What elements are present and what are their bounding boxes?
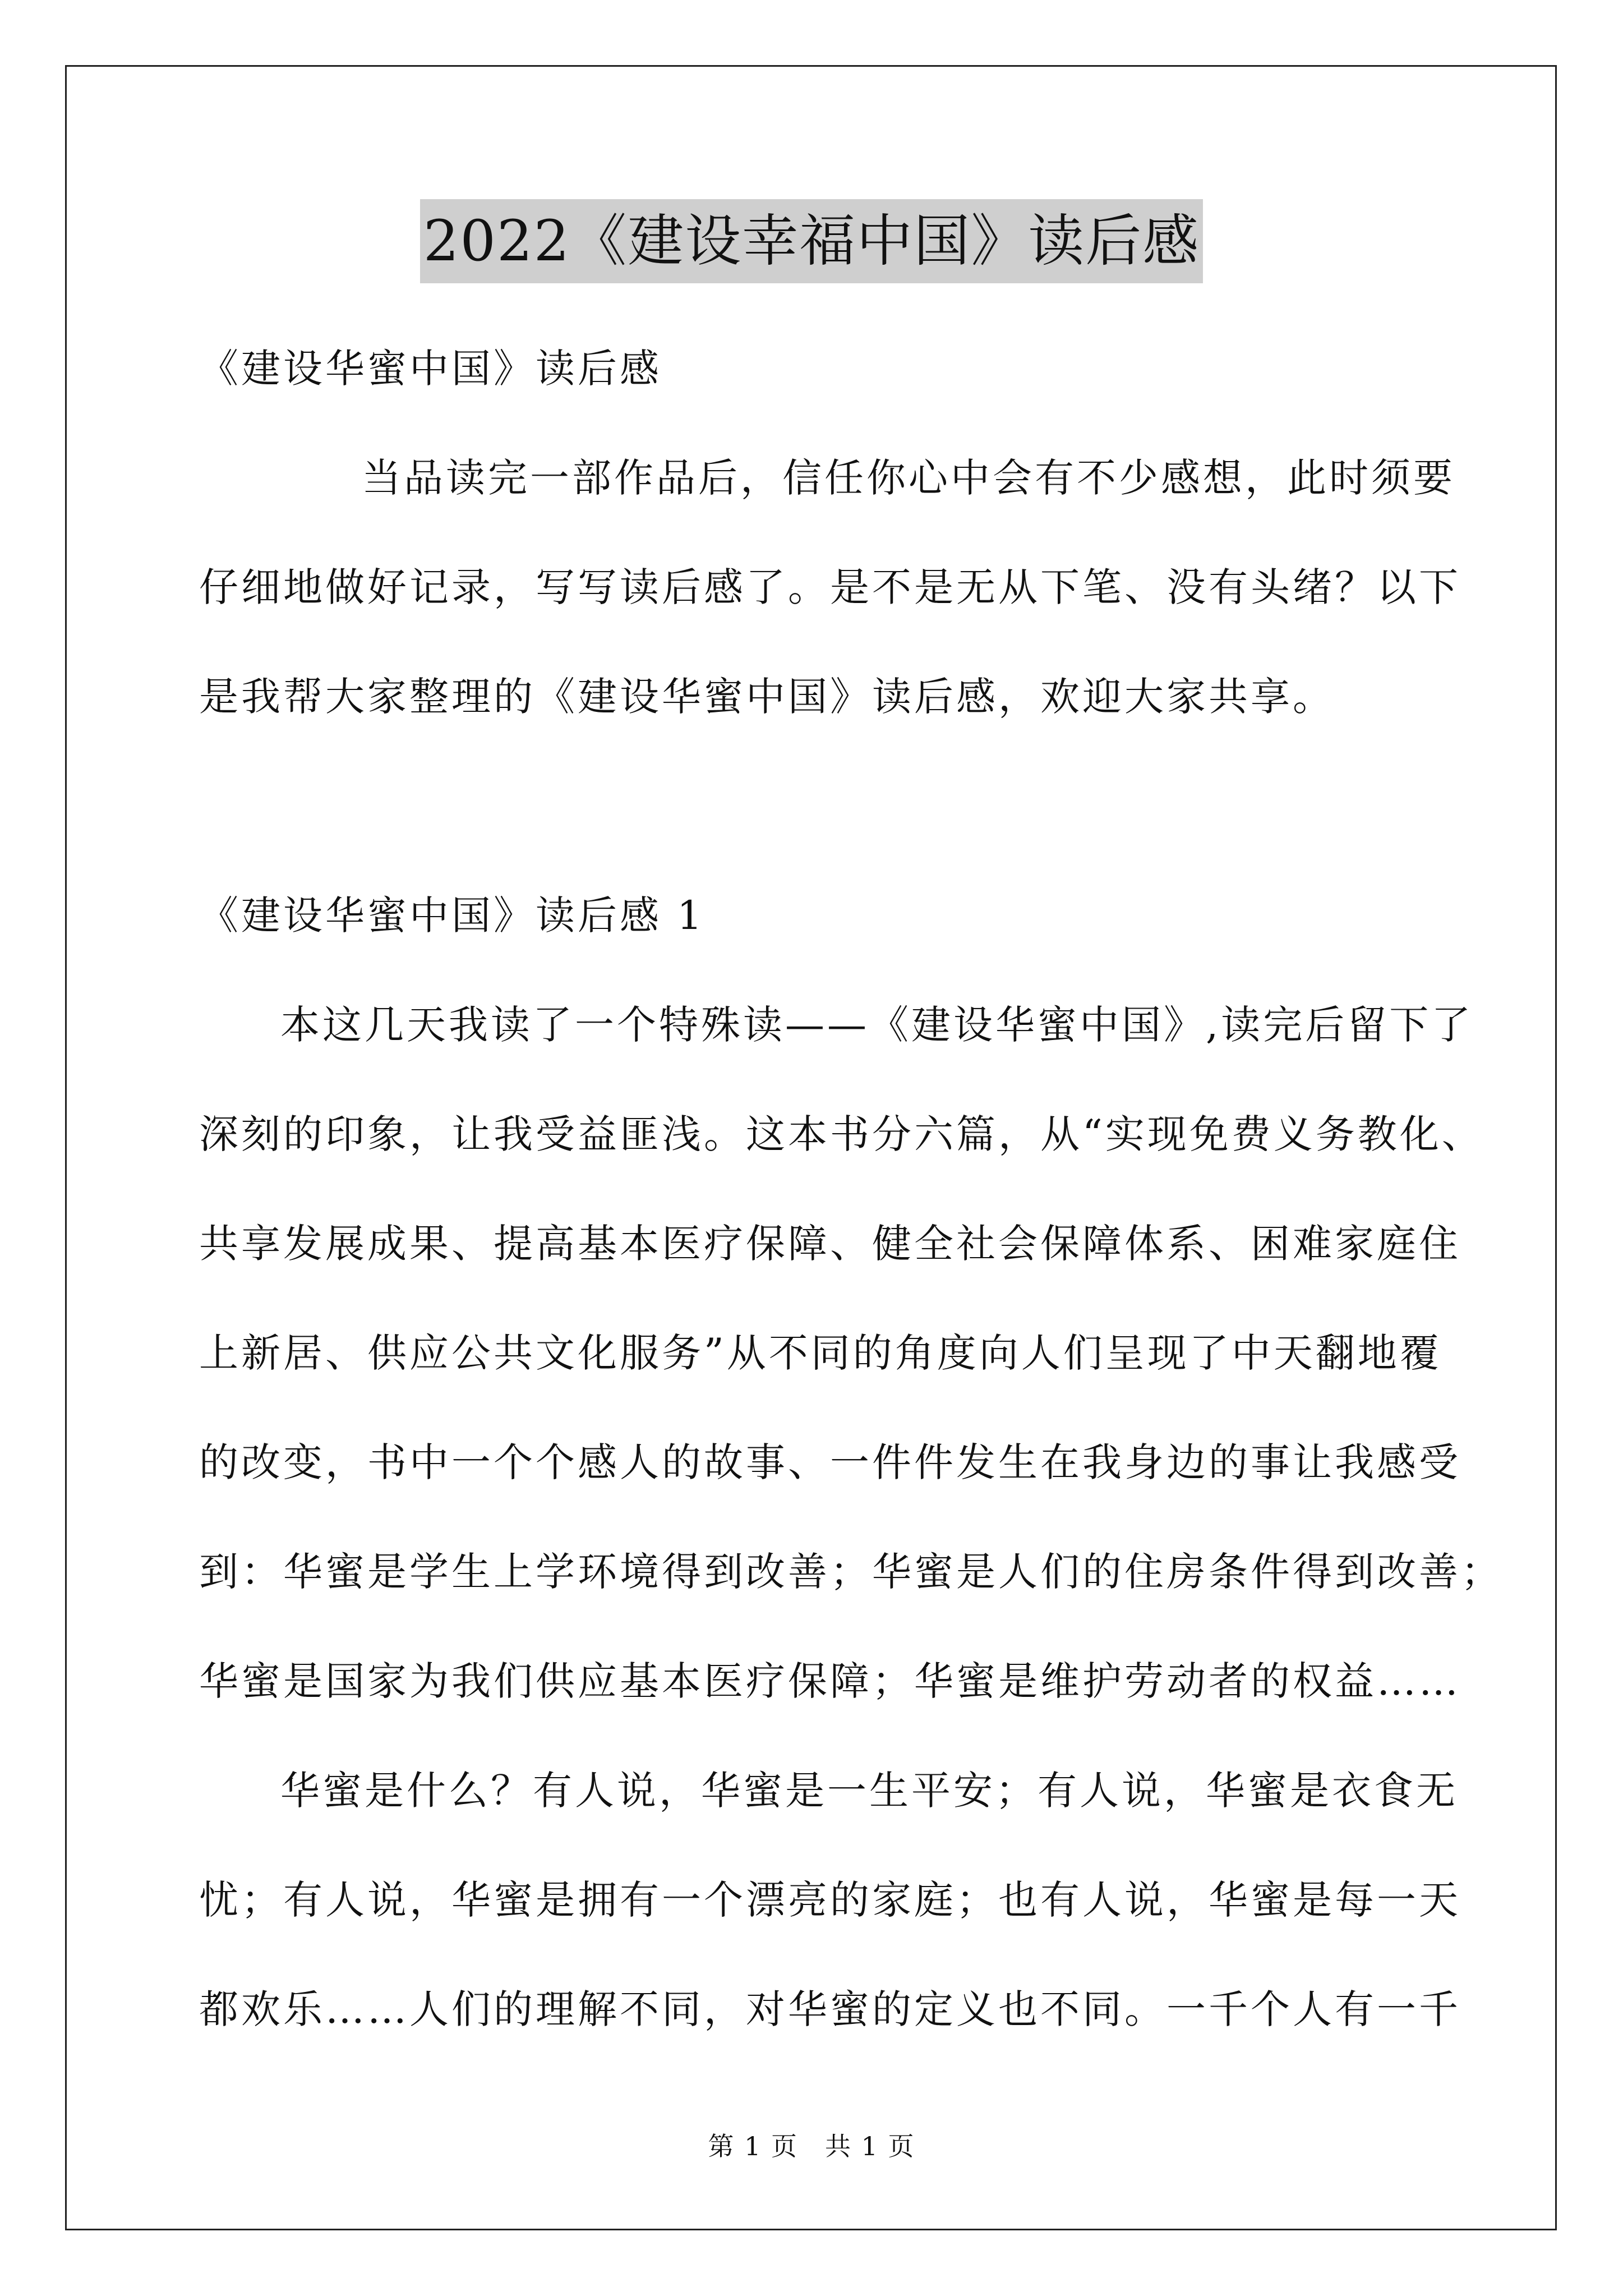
body-line: 都欢乐……人们的理解不同，对华蜜的定义也不同。一千个人有一千 [199,1986,1461,2032]
body-line: 忧；有人说，华蜜是拥有一个漂亮的家庭；也有人说，华蜜是每一天 [199,1877,1461,1923]
body-line: 上新居、供应公共文化服务”从不同的角度向人们呈现了中天翻地覆 [199,1330,1442,1376]
body-line: 到：华蜜是学生上学环境得到改善；华蜜是人们的住房条件得到改善； [199,1549,1503,1595]
body-line: 当品读完一部作品后，信任你心中会有不少感想，此时须要 [362,455,1455,501]
page-footer: 第 1 页 共 1 页 [708,2131,915,2161]
document-body [199,314,1503,2064]
document-title: 2022《建设幸福中国》读后感 [420,199,1204,283]
body-line: 深刻的印象，让我受益匪浅。这本书分六篇，从“实现免费义务教化、 [199,1111,1484,1157]
paragraph-spacer [199,752,1455,861]
section-heading: 《建设华蜜中国》读后感 1 [199,892,705,938]
section-heading: 《建设华蜜中国》读后感 [199,346,662,392]
body-line: 华蜜是国家为我们供应基本医疗保障；华蜜是维护劳动者的权益…… [199,1658,1461,1704]
body-line: 华蜜是什么？有人说，华蜜是一生平安；有人说，华蜜是衣食无 [280,1768,1458,1814]
body-line: 的改变，书中一个个感人的故事、一件件发生在我身边的事让我感受 [199,1439,1461,1485]
body-line: 是我帮大家整理的《建设华蜜中国》读后感，欢迎大家共享。 [199,674,1335,720]
title-container [0,199,1623,283]
body-line: 仔细地做好记录，写写读后感了。是不是无从下笔、没有头绪？以下 [199,564,1461,610]
body-line: 共享发展成果、提高基本医疗保障、健全社会保障体系、困难家庭住 [199,1221,1461,1267]
body-line: 本这几天我读了一个特殊读——《建设华蜜中国》,读完后留下了 [280,1002,1474,1048]
